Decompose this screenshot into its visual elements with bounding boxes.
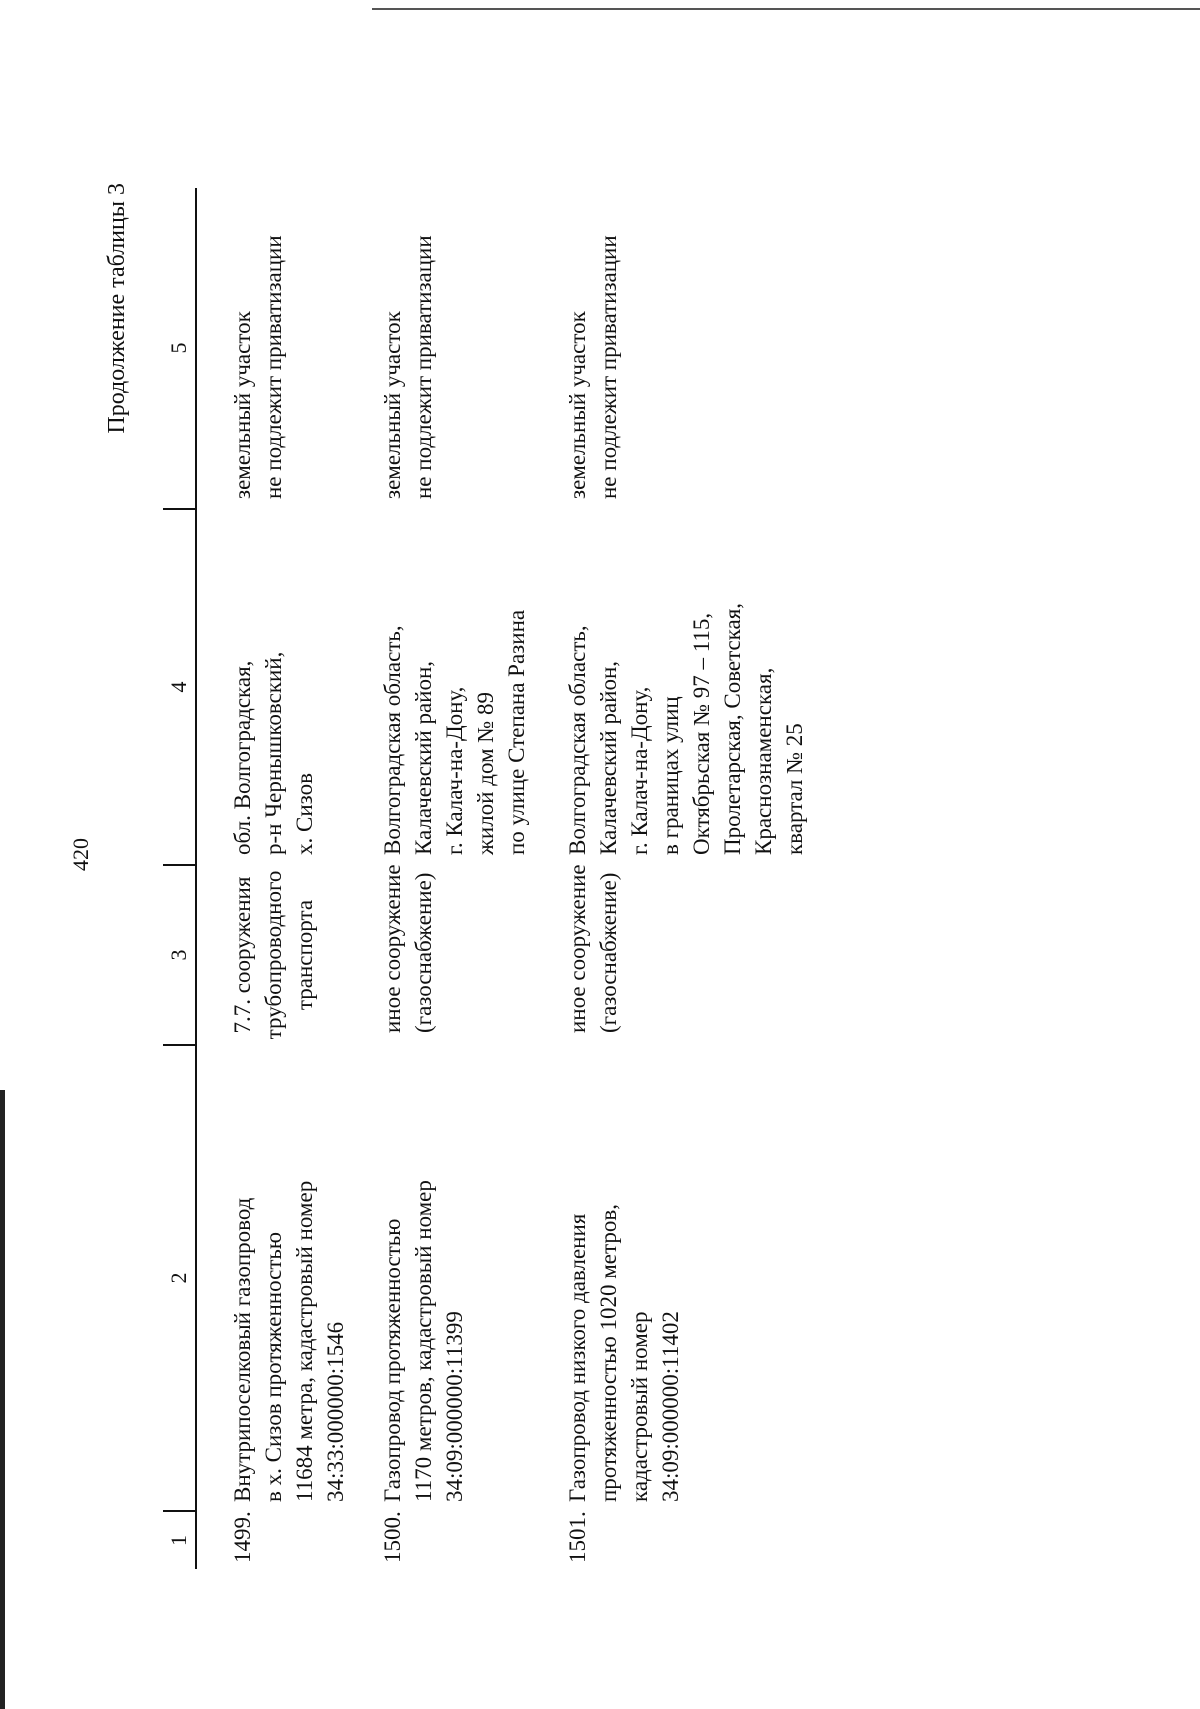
object-address [351, 509, 540, 865]
text-line: Волгоградская область, [380, 625, 405, 855]
text-line: Газопровод низкого давления [565, 1213, 590, 1502]
text-line: в х. Сизов протяженностью [261, 1231, 286, 1502]
text-line: не подлежит приватизации [411, 235, 436, 499]
text-line: 1170 метров, кадастровый номер [411, 1180, 436, 1502]
text-line: земельный участок [380, 311, 405, 499]
text-line: иное сооружение [565, 864, 590, 1033]
text-line: Калачевский район, [596, 660, 621, 855]
text-line: 11684 метра, кадастровый номер [292, 1180, 317, 1502]
object-type [196, 865, 351, 1045]
object-name [196, 1045, 351, 1511]
table-row [540, 188, 810, 1569]
text-line: в границах улиц [658, 696, 683, 855]
text-line: Внутрипоселковый газопровод [230, 1197, 255, 1502]
text-line: протяженностью 1020 метров, [596, 1204, 621, 1502]
continuation-label: Продолжение таблицы 3 [104, 183, 130, 434]
text-line: 7.7. сооружения [230, 876, 255, 1034]
text-line: земельный участок [230, 311, 255, 499]
text-line: Газопровод протяженностью [380, 1218, 405, 1502]
row-number: 1500. [380, 1511, 405, 1563]
object-type [351, 865, 540, 1045]
text-line: обл. Волгоградская, [230, 660, 255, 855]
text-line: не подлежит приватизации [261, 235, 286, 499]
text-line: иное сооружение [380, 864, 405, 1033]
text-line: г. Калач-на-Дону, [627, 686, 652, 855]
text-line: г. Калач-на-Дону, [442, 686, 467, 855]
column-header: 1 [163, 1511, 196, 1569]
object-note [540, 188, 810, 509]
object-type [540, 865, 810, 1045]
row-number: 1499. [230, 1511, 255, 1563]
text-line: 34:09:000000:11399 [442, 1311, 467, 1502]
table-row [351, 188, 540, 1569]
text-line: Волгоградская область, [565, 625, 590, 855]
text-line: квартал № 25 [782, 723, 807, 855]
text-line: земельный участок [565, 311, 590, 499]
object-note [351, 188, 540, 509]
text-line: р-н Чернышковский, [261, 651, 286, 855]
text-line: х. Сизов [292, 773, 317, 855]
row-number: 1501. [565, 1511, 590, 1563]
column-header: 5 [163, 188, 196, 509]
text-line: жилой дом № 89 [473, 692, 498, 855]
text-line: Калачевский район, [411, 660, 436, 855]
text-line: Пролетарская, Советская, [720, 602, 745, 855]
text-line: транспорта [292, 899, 317, 1011]
page-number: 420 [68, 838, 93, 871]
object-address [196, 509, 351, 865]
column-header: 4 [163, 509, 196, 865]
object-note [196, 188, 351, 509]
table-row [196, 188, 351, 1569]
text-line: по улице Степана Разина [504, 609, 529, 855]
text-line: Краснознаменская, [751, 667, 776, 855]
text-line: 34:33:000000:1546 [323, 1321, 348, 1502]
text-line: (газоснабжение) [596, 872, 621, 1033]
text-line: Октябрьская № 97 – 115, [689, 612, 714, 855]
table-header [163, 188, 196, 1569]
property-table [163, 188, 810, 1569]
text-line: кадастровый номер [627, 1311, 652, 1502]
text-line: не подлежит приватизации [596, 235, 621, 499]
text-line: трубопроводного [261, 870, 286, 1040]
object-name [351, 1045, 540, 1511]
object-address [540, 509, 810, 865]
column-header: 3 [163, 865, 196, 1045]
text-line: 34:09:000000:11402 [658, 1311, 683, 1502]
column-header: 2 [163, 1045, 196, 1511]
object-name [540, 1045, 810, 1511]
text-line: (газоснабжение) [411, 872, 436, 1033]
